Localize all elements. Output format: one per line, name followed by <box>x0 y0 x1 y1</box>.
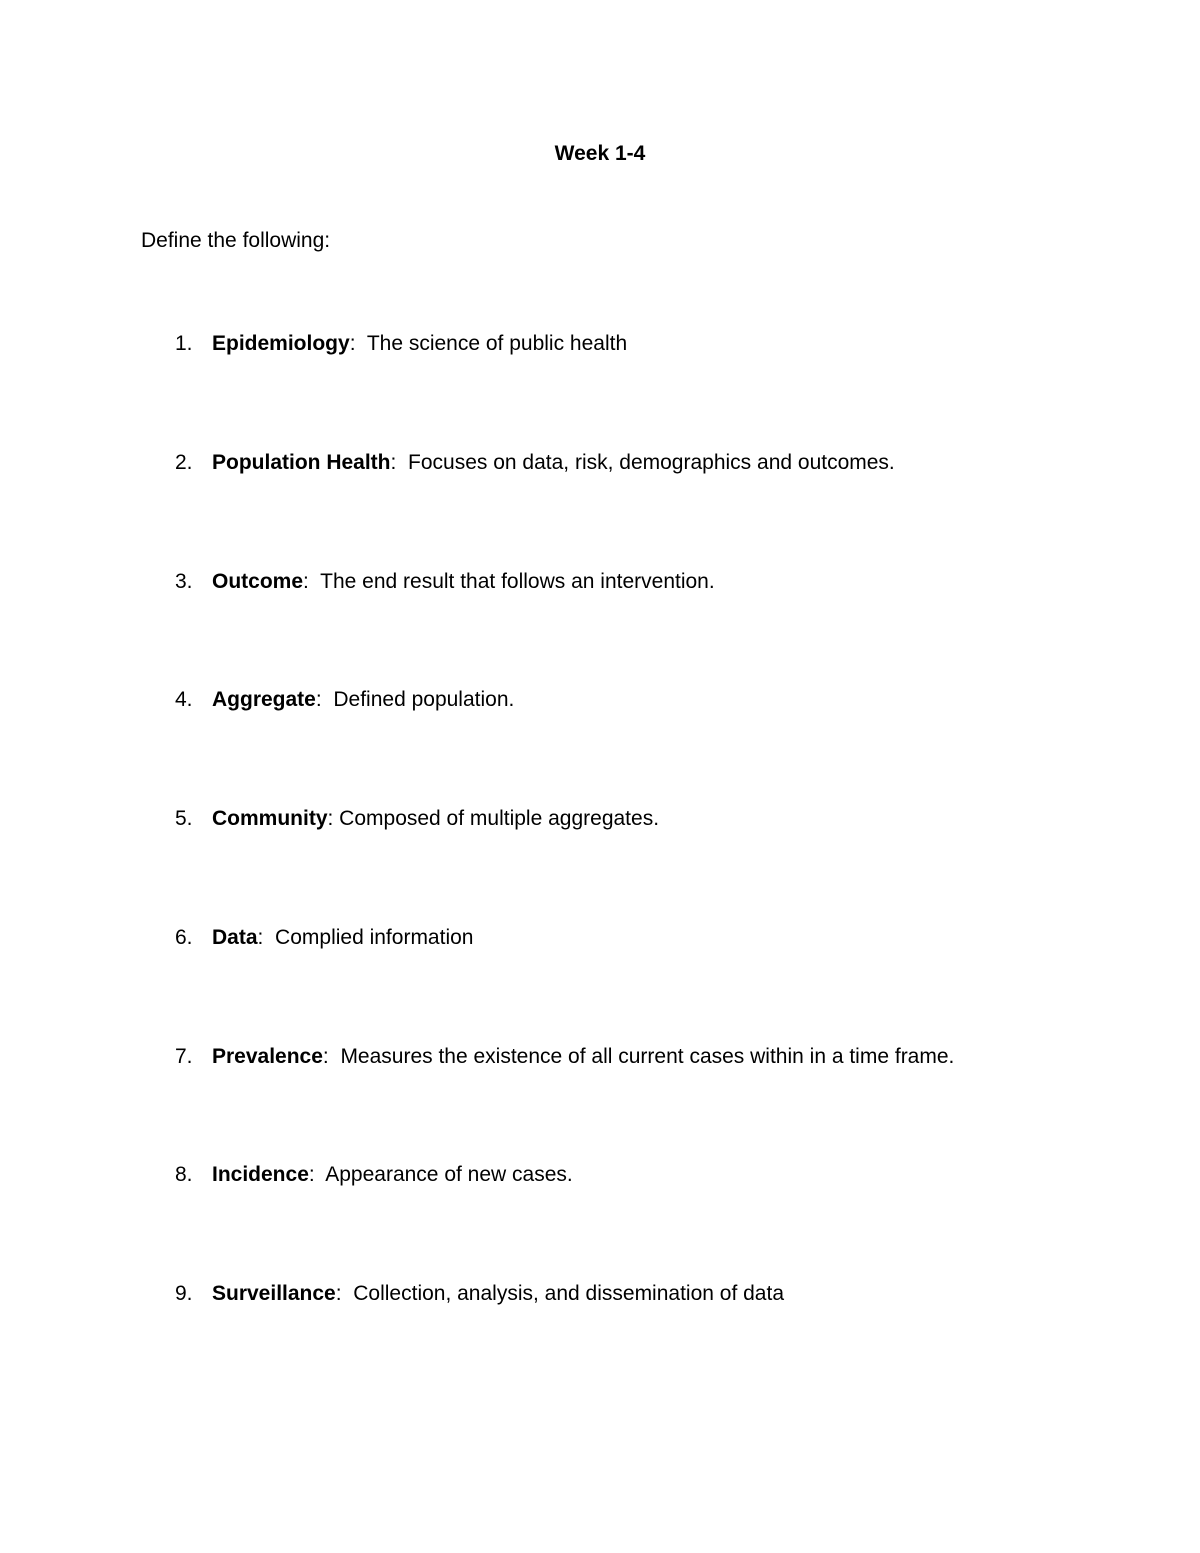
item-term: Surveillance <box>212 1282 336 1305</box>
item-term: Outcome <box>212 569 304 593</box>
page-title: Week 1-4 <box>554 142 646 165</box>
item-definition: Focuses on data, risk, demographics and outcomes. <box>408 450 895 474</box>
item-term: Prevalence <box>212 1044 323 1068</box>
item-number: 8. <box>175 1163 193 1187</box>
item-number: 6. <box>175 925 193 949</box>
list-item <box>0 1281 1200 1400</box>
item-term: Data <box>212 925 258 949</box>
item-term: Population Health <box>212 450 391 474</box>
item-entry <box>212 1044 954 1070</box>
item-definition: The end result that follows an intervention. <box>320 569 715 593</box>
item-definition: Composed of multiple aggregates. <box>339 807 660 830</box>
item-separator: : <box>327 807 340 830</box>
item-term: Aggregate <box>212 688 316 712</box>
definition-list <box>0 331 1200 1400</box>
item-entry <box>212 806 659 832</box>
item-entry <box>212 687 514 713</box>
item-entry <box>212 1281 784 1307</box>
item-definition: Complied information <box>275 925 474 949</box>
item-separator: : <box>322 1044 341 1068</box>
list-item <box>0 806 1200 925</box>
item-number: 2. <box>175 450 193 474</box>
item-definition: The science of public health <box>366 332 628 355</box>
list-item <box>0 1044 1200 1163</box>
item-term: Epidemiology <box>212 332 350 355</box>
item-term: Incidence <box>212 1163 309 1187</box>
list-item <box>0 569 1200 688</box>
item-number: 1. <box>175 332 193 355</box>
item-separator: : <box>349 332 367 355</box>
item-separator: : <box>308 1163 326 1187</box>
item-number: 3. <box>175 569 193 593</box>
item-definition: Defined population. <box>333 688 515 712</box>
list-item <box>0 1162 1200 1281</box>
item-definition: Appearance of new cases. <box>325 1163 573 1187</box>
item-term: Community <box>212 807 328 830</box>
item-entry <box>212 331 627 357</box>
list-item <box>0 450 1200 569</box>
item-separator: : <box>315 688 334 712</box>
item-separator: : <box>303 569 321 593</box>
item-definition: Collection, analysis, and dissemination of data <box>353 1282 784 1305</box>
item-separator: : <box>257 925 276 949</box>
item-entry <box>212 569 715 595</box>
instruction-text: Define the following: <box>141 229 331 252</box>
item-number: 9. <box>175 1282 193 1305</box>
item-separator: : <box>390 450 409 474</box>
item-entry <box>212 450 895 476</box>
item-number: 5. <box>175 807 193 830</box>
list-item <box>0 687 1200 806</box>
item-entry <box>212 925 473 951</box>
item-separator: : <box>335 1282 354 1305</box>
list-item <box>0 925 1200 1044</box>
list-item <box>0 331 1200 450</box>
item-number: 4. <box>175 688 193 712</box>
item-entry <box>212 1162 573 1188</box>
item-definition: Measures the existence of all current cases within in a time frame. <box>340 1044 955 1068</box>
item-number: 7. <box>175 1044 193 1068</box>
